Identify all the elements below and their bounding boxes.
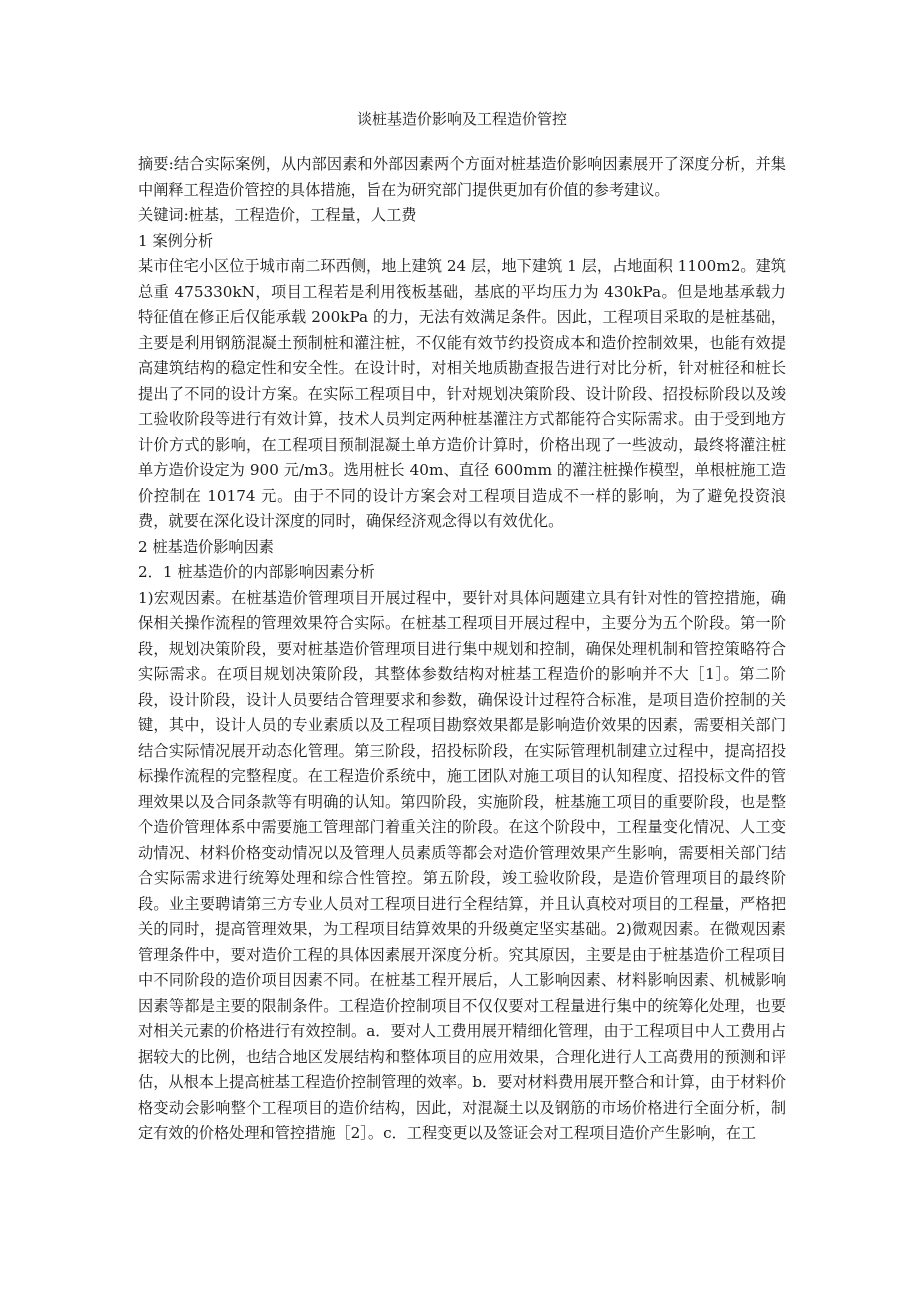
section-1-heading: 1 案例分析 [138,231,214,250]
keywords-line: 关键词:桩基，工程造价，工程量，人工费 [138,206,417,224]
document-title: 谈桩基造价影响及工程造价管控 [356,110,567,128]
section-2-1-body: 1)宏观因素。在桩基造价管理项目开展过程中，要针对具体问题建立具有针对性的管控措施，确保相关操作流程的管理效果符合实际。在桩基工程项目开展过程中，主要分为五个阶段。第一阶段，规划决策阶段，要对桩基造价管理项目进行集中规划和控制，确保处理机制和管控策略符合实际需求。在项目规划决策阶段，其整体参数结构对桩基工程造价的影响并不大［1］。第二阶段，设计阶段，设计人员要结合管理要求和参数，确保设计过程符合标准，是项目造价控制的关键，其中，设计人员的专业素质以及工程项目勘察效果都是影响造价效果的因素，需要相关部门结合实际情况展开动态化管理。第三阶段，招投标阶段，在实际管理机制建立过程中，提高招投标操作流程的完整程度。在工程造价系统中，施工团队对施工项目的认知程度、招投标文件的管理效果以及合同条款等有明确的认知。第四阶段，实施阶段，桩基施工项目的重要阶段，也是整个造价管理体系中需要施工管理部门着重关注的阶段。在这个阶段中，工程量变化情况、人工变动情况、材料价格变动情况以及管理人员素质等都会对造价管理效果产生影响，需要相关部门结合实际需求进行统筹处理和综合性管控。第五阶段，竣工验收阶段，是造价管理项目的最终阶段。业主要聘请第三方专业人员对工程项目进行全程结算，并且认真校对项目的工程量，严格把关的同时，提高管理效果，为工程项目结算效果的升级奠定坚实基础。2)微观因素。在微观因素管理条件中，要对造价工程的具体因素展开深度分析。究其原因，主要是由于桩基造价工程项目中不同阶段的造价项目因素不同。在桩基工程开展后，人工影响因素、材料影响因素、机械影响因素等都是主要的限制条件。工程造价控制项目不仅仅要对工程量进行集中的统筹化处理，也要对相关元素的价格进行有效控制。a．要对人工费用展开精细化管理，由于工程项目中人工费用占据较大的比例，也结合地区发展结构和整体项目的应用效果，合理化进行人工高费用的预测和评估，从根本上提高桩基工程造价控制管理的效率。b．要对材料费用展开整合和计算，由于材料价格变动会影响整个工程项目的造价结构，因此，对混凝土以及钢筋的市场价格进行全面分析，制定有效的价格处理和管控措施［2］。c．工程变更以及签证会对工程项目造价产生影响，在工 [138,588,786,1142]
section-2-1-heading: 2．1 桩基造价的内部影响因素分析 [138,563,375,581]
section-1-body: 某市住宅小区位于城市南二环西侧，地上建筑 24 层，地下建筑 1 层，占地面积 1100m2。建筑总重 475330kN，项目工程若是利用筏板基础，基底的平均压力为 430kPa。但是地基承载力特征值在修正后仅能承载 200kPa 的力，无法有效满足条件。因此，工程项目采取的是桩基础，主要是利用钢筋混凝土预制桩和灌注桩，不仅能有效节约投资成本和造价控制效果，也能有效提高建筑结构的稳定性和安全性。在设计时，对相关地质勘查报告进行对比分析，针对桩径和桩长提出了不同的设计方案。在实际工程项目中，针对规划决策阶段、设计阶段、招投标阶段以及竣工验收阶段等进行有效计算，技术人员判定两种桩基灌注方式都能符合实际需求。由于受到地方计价方式的影响，在工程项目预制混凝土单方造价计算时，价格出现了一些波动，最终将灌注桩单方造价设定为 900 元/m3。选用桩长 40m、直径 600mm 的灌注桩操作模型，单根桩施工造价控制在 10174 元。由于不同的设计方案会对工程项目造成不一样的影响，为了避免投资浪费，就要在深化设计深度的同时，确保经济观念得以有效优化。 [138,257,786,530]
document-page [138,108,786,1147]
section-2-heading: 2 桩基造价影响因素 [138,537,274,556]
abstract-paragraph: 摘要:结合实际案例，从内部因素和外部因素两个方面对桩基造价影响因素展开了深度分析，并集中阐释工程造价管控的具体措施，旨在为研究部门提供更加有价值的参考建议。 [138,155,786,199]
